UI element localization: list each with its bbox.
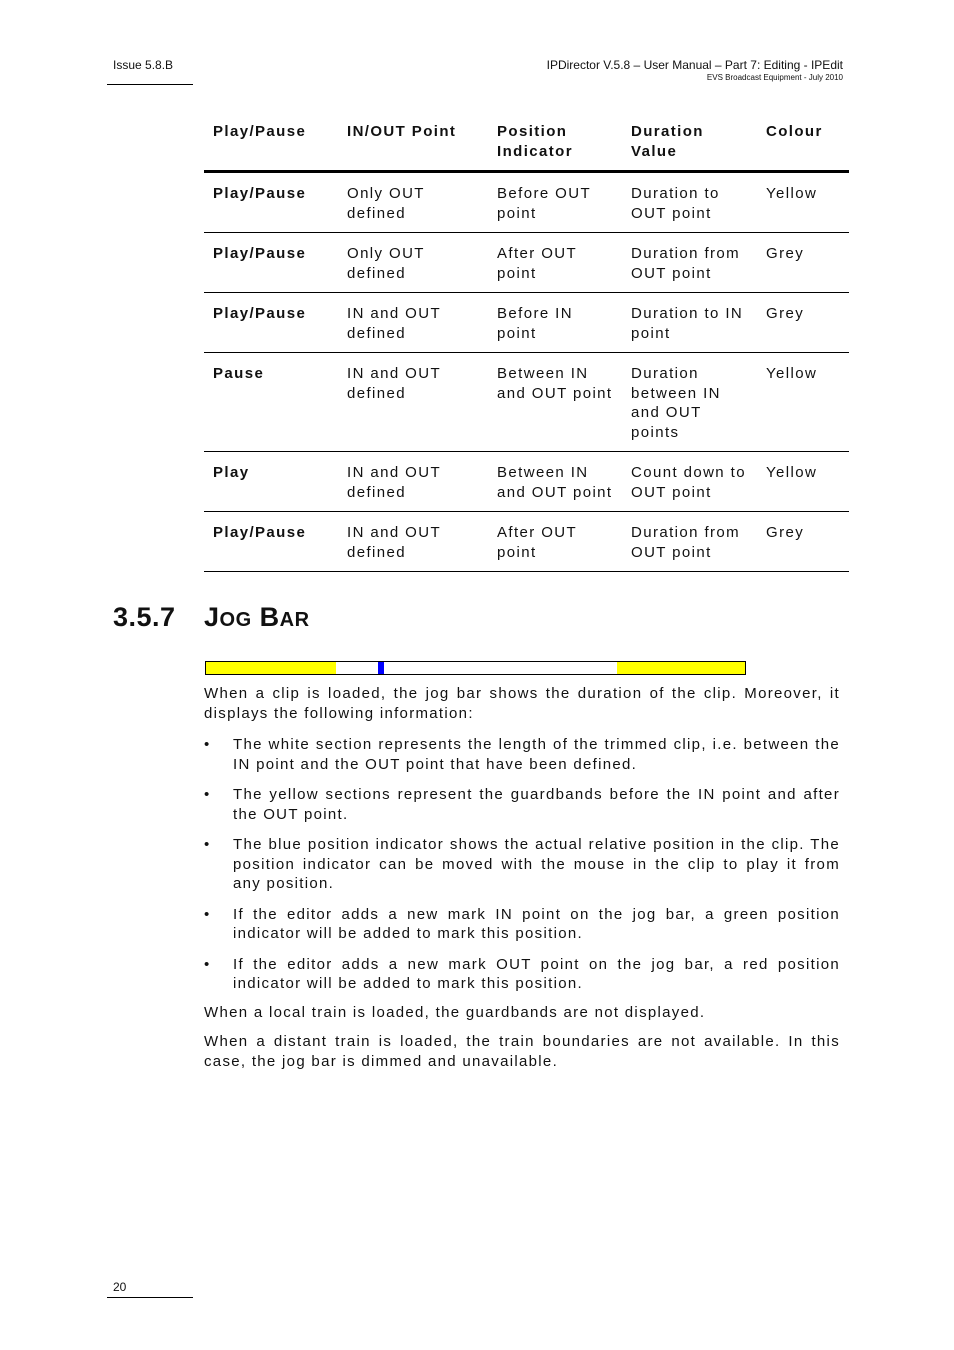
list-item bbox=[204, 835, 840, 894]
jog-bar-info-list bbox=[204, 735, 840, 1005]
bullet-icon: • bbox=[204, 905, 211, 923]
table-header-cell: IN/OUT Point bbox=[338, 116, 488, 172]
table-header-cell: Duration Value bbox=[622, 116, 757, 172]
section-title-initial-b: B bbox=[259, 602, 280, 632]
list-item-text: The yellow sections represent the guardbands before the IN point and after the OUT point. bbox=[233, 786, 840, 823]
table-cell: Play/Pause bbox=[204, 172, 338, 233]
table-header-cell: Play/Pause bbox=[204, 116, 338, 172]
jog-bar[interactable] bbox=[205, 661, 746, 675]
guardband-before-in bbox=[206, 662, 336, 674]
table-header-row bbox=[204, 116, 849, 172]
position-indicator[interactable] bbox=[378, 662, 384, 674]
bullet-icon: • bbox=[204, 736, 211, 753]
table-header-cell: Position Indicator bbox=[488, 116, 622, 172]
table-cell: Grey bbox=[757, 512, 849, 572]
header-rule bbox=[107, 84, 193, 85]
table-cell: After OUT point bbox=[488, 233, 622, 293]
table-cell: Duration between IN and OUT points bbox=[622, 353, 757, 452]
list-item bbox=[204, 735, 840, 774]
table-row bbox=[204, 172, 849, 233]
table-cell: Pause bbox=[204, 353, 338, 452]
bullet-icon: • bbox=[204, 836, 211, 853]
table-cell: Duration to OUT point bbox=[622, 172, 757, 233]
bullet-icon: • bbox=[204, 786, 211, 803]
table-cell: IN and OUT defined bbox=[338, 452, 488, 512]
table-cell: Before IN point bbox=[488, 293, 622, 353]
table-cell: Play/Pause bbox=[204, 293, 338, 353]
table-row bbox=[204, 452, 849, 512]
distant-train-paragraph: When a distant train is loaded, the train boundaries are not available. In this case, the jog bar is dimmed and unavailable. bbox=[204, 1033, 840, 1070]
section-title-initial-j: J bbox=[204, 602, 220, 632]
section-heading bbox=[113, 602, 310, 633]
local-train-paragraph: When a local train is loaded, the guardbands are not displayed. bbox=[204, 1004, 706, 1021]
header-issue: Issue 5.8.B bbox=[113, 58, 174, 72]
table-cell: Grey bbox=[757, 293, 849, 353]
list-item-text: The blue position indicator shows the actual relative position in the clip. The position indicator can be moved with the mouse in the clip to play it from any position. bbox=[233, 836, 840, 892]
table-cell: IN and OUT defined bbox=[338, 293, 488, 353]
table-cell: Play/Pause bbox=[204, 512, 338, 572]
section-title-smallcaps-ar: AR bbox=[279, 609, 310, 631]
table-cell: IN and OUT defined bbox=[338, 512, 488, 572]
position-indicator-table bbox=[204, 116, 849, 572]
table-cell: Before OUT point bbox=[488, 172, 622, 233]
table-row bbox=[204, 233, 849, 293]
table-cell: Yellow bbox=[757, 172, 849, 233]
table-cell: Duration to IN point bbox=[622, 293, 757, 353]
intro-paragraph: When a clip is loaded, the jog bar shows the duration of the clip. Moreover, it displays the following information: bbox=[204, 685, 840, 722]
table-cell: Yellow bbox=[757, 452, 849, 512]
list-item-text: If the editor adds a new mark IN point on the jog bar, a green position indicator will be added to mark this position. bbox=[233, 905, 840, 942]
header-subtitle: EVS Broadcast Equipment - July 2010 bbox=[706, 73, 843, 82]
table-cell: Play bbox=[204, 452, 338, 512]
table-cell: Count down to OUT point bbox=[622, 452, 757, 512]
footer-rule bbox=[107, 1297, 193, 1298]
table-row bbox=[204, 512, 849, 572]
table-cell: Between IN and OUT point bbox=[488, 452, 622, 512]
list-item bbox=[204, 955, 840, 994]
table-row bbox=[204, 293, 849, 353]
header-right bbox=[547, 58, 843, 82]
table-cell: Only OUT defined bbox=[338, 172, 488, 233]
table-cell: Only OUT defined bbox=[338, 233, 488, 293]
table-cell: Between IN and OUT point bbox=[488, 353, 622, 452]
list-item bbox=[204, 785, 840, 824]
table-cell: Yellow bbox=[757, 353, 849, 452]
table-cell: Duration from OUT point bbox=[622, 233, 757, 293]
table-cell: Play/Pause bbox=[204, 233, 338, 293]
section-number: 3.5.7 bbox=[113, 602, 176, 632]
page-number: 20 bbox=[113, 1280, 127, 1294]
header-title: IPDirector V.5.8 – User Manual – Part 7: Editing - IPEdit bbox=[546, 58, 843, 72]
list-item bbox=[204, 905, 840, 944]
list-item-text: If the editor adds a new mark OUT point on the jog bar, a red position indicator will be added to mark this position. bbox=[233, 955, 840, 992]
section-title-smallcaps-og: OG bbox=[219, 609, 252, 631]
table-header-cell: Colour bbox=[757, 116, 849, 172]
bullet-icon: • bbox=[204, 955, 211, 973]
list-item-text: The white section represents the length of the trimmed clip, i.e. between the IN point and the OUT point that have been defined. bbox=[233, 736, 840, 773]
table-cell: IN and OUT defined bbox=[338, 353, 488, 452]
table-cell: Grey bbox=[757, 233, 849, 293]
table-cell: Duration from OUT point bbox=[622, 512, 757, 572]
table-cell: After OUT point bbox=[488, 512, 622, 572]
table-row bbox=[204, 353, 849, 452]
guardband-after-out bbox=[617, 662, 745, 674]
